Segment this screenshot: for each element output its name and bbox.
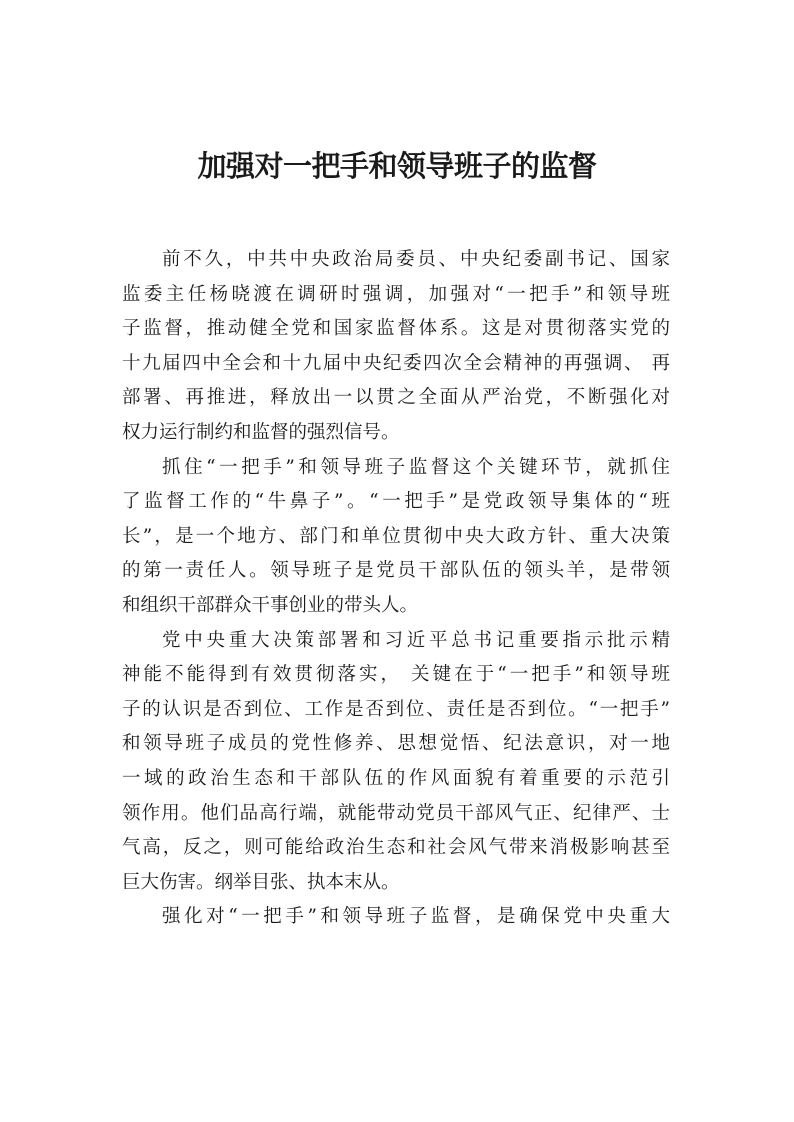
paragraph-line: 神能不能得到有效贯彻落实， 关键在于“一把手”和领导班: [122, 664, 670, 686]
paragraph-line: 的第一责任人。领导班子是党员干部队伍的领头羊，是带领: [122, 560, 670, 582]
paragraph-line: 部署、再推进，释放出一以贯之全面从严治党，不断强化对: [122, 387, 670, 409]
paragraph-line: 气高，反之，则可能给政治生态和社会风气带来消极影响甚至: [122, 837, 670, 859]
paragraph-line: 监委主任杨晓渡在调研时强调，加强对“一把手”和领导班: [122, 283, 670, 305]
paragraph-4: [122, 900, 670, 935]
paragraph-line: 和领导班子成员的党性修养、思想觉悟、纪法意识，对一地: [122, 733, 670, 755]
paragraph-line: 了监督工作的“牛鼻子”。“一把手”是党政领导集体的“班: [122, 491, 670, 513]
paragraph-line: 领作用。他们品高行端，就能带动党员干部风气正、纪律严、士: [122, 802, 670, 824]
paragraph-line: 强化对“一把手”和领导班子监督，是确保党中央重大: [162, 906, 670, 928]
paragraph-line: 一域的政治生态和干部队伍的作风面貌有着重要的示范引: [122, 767, 670, 789]
paragraph-line: 前不久，中共中央政治局委员、中央纪委副书记、国家: [162, 249, 670, 270]
paragraph-line: 十九届四中全会和十九届中央纪委四次全会精神的再强调、 再: [122, 352, 670, 374]
paragraph-line: 子监督，推动健全党和国家监督体系。这是对贯彻落实党的: [122, 318, 670, 340]
paragraph-line: 抓住“一把手”和领导班子监督这个关键环节，就抓住: [162, 456, 670, 478]
paragraph-1: [122, 243, 670, 451]
paragraph-3: [122, 624, 670, 901]
document-title: 加强对一把手和领导班子的监督: [197, 149, 597, 183]
paragraph-line: 长”，是一个地方、部门和单位贯彻中央大政方针、重大决策: [122, 525, 670, 547]
paragraph-line: 权力运行制约和监督的强烈信号。: [122, 421, 400, 443]
document-body: [122, 243, 670, 935]
paragraph-line: 和组织干部群众干事创业的带头人。: [122, 594, 419, 616]
paragraph-line: 巨大伤害。纲举目张、执本末从。: [122, 871, 400, 893]
paragraph-line: 子的认识是否到位、工作是否到位、责任是否到位。“一把手”: [122, 698, 670, 720]
paragraph-line: 党中央重大决策部署和习近平总书记重要指示批示精: [162, 629, 670, 651]
paragraph-2: [122, 451, 670, 624]
